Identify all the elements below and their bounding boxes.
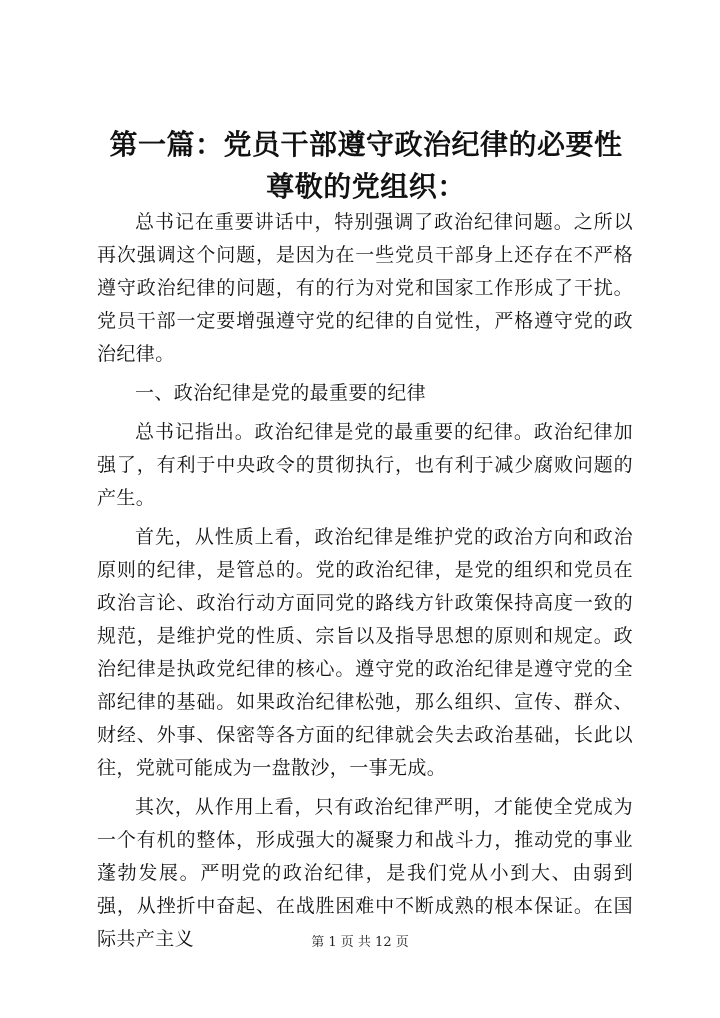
page-footer: 第 1 页 共 12 页 — [311, 935, 409, 950]
document-title: 第一篇：党员干部遵守政治纪律的必要性尊敬的党组织： — [109, 128, 623, 203]
paragraph: 首先，从性质上看，政治纪律是维护党的政治方向和政治原则的纪律，是管总的。党的政治纪律，是党的组织和党员在政治言论、政治行动方面同党的路线方针政策保持高度一致的规范，是维护党的性质、宗旨以及指导思想的原则和规定。政治纪律是执政党纪律的核心。遵守党的政治纪律是遵守党的全部纪律的基础。如果政治纪律松弛，那么组织、宣传、群众、财经、外事、保密等各方面的纪律就会失去政治基础，长此以往，党就可能成为一盘散沙，一事无成。 — [97, 526, 633, 779]
paragraph: 其次，从作用上看，只有政治纪律严明，才能使全党成为一个有机的整体，形成强大的凝聚力和战斗力，推动党的事业蓬勃发展。严明党的政治纪律，是我们党从小到大、由弱到强，从挫折中奋起、在战胜困难中不断成熟的根本保证。在国际共产主义 — [97, 796, 633, 950]
paragraph: 总书记指出。政治纪律是党的最重要的纪律。政治纪律加强了，有利于中央政令的贯彻执行，也有利于减少腐败问题的产生。 — [97, 421, 633, 509]
document-body — [97, 206, 633, 962]
paragraph-intro: 总书记在重要讲话中，特别强调了政治纪律问题。之所以再次强调这个问题，是因为在一些党员干部身上还存在不严格遵守政治纪律的问题，有的行为对党和国家工作形成了干扰。党员干部一定要增强遵守党的纪律的自觉性，严格遵守党的政治纪律。 — [97, 211, 633, 365]
section-heading: 一、政治纪律是党的最重要的纪律 — [135, 382, 427, 404]
